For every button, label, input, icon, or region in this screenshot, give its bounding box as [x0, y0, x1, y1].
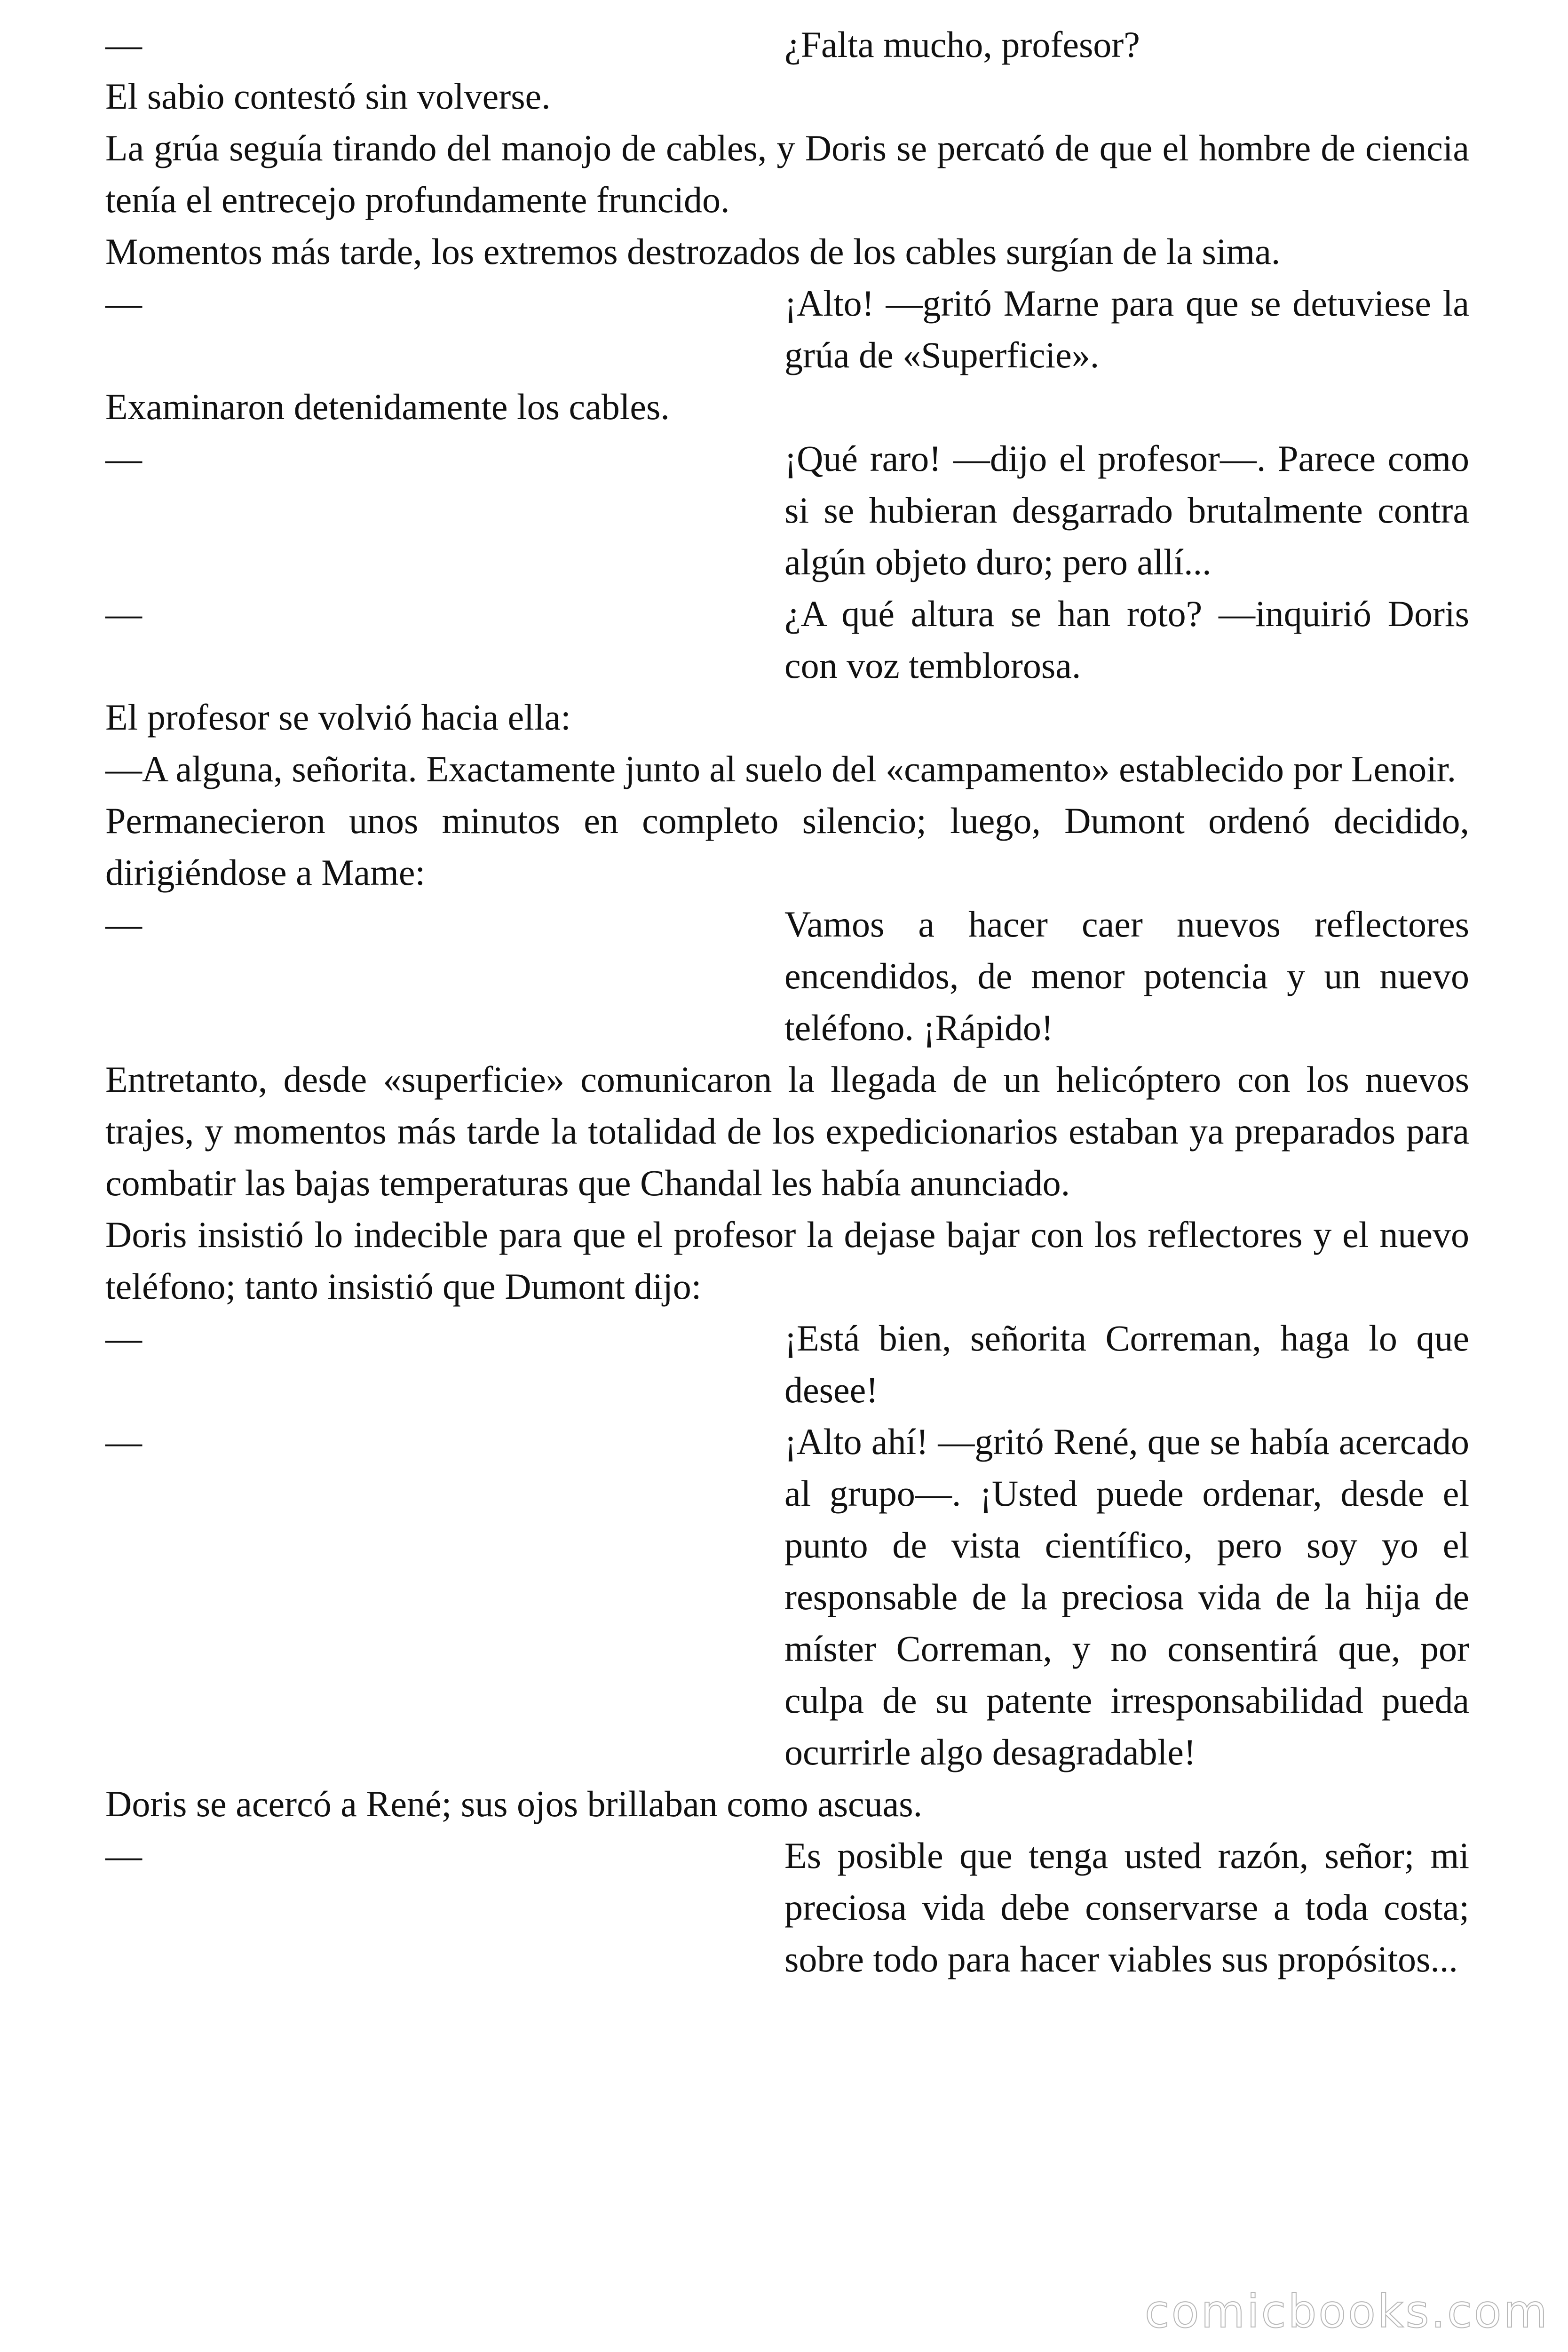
dialogue-block	[105, 1416, 1469, 1778]
dialogue-block	[105, 278, 1469, 381]
dialogue-text: ¡Alto ahí! —gritó René, que se había acercado al grupo—. ¡Usted puede ordenar, desde el punto de vista científico, pero soy yo el responsable de la preciosa vida de la hija de míster Correman, y no consentirá que, por culpa de su patente irresponsabilidad pueda ocurrirle algo desagradable!	[784, 1421, 1469, 1772]
dialogue-dash: —	[105, 1421, 142, 1462]
dialogue-text: ¡Alto! —gritó Marne para que se detuviese la grúa de «Superficie».	[784, 283, 1469, 375]
dialogue-block	[105, 19, 1469, 71]
paragraph: Doris se acercó a René; sus ojos brillaban como ascuas.	[105, 1783, 923, 1824]
dialogue-block	[105, 898, 1469, 1054]
dialogue-dash: —	[105, 24, 142, 65]
paragraph: Examinaron detenidamente los cables.	[105, 386, 670, 427]
dialogue-dash: —	[105, 438, 142, 479]
paragraph: El profesor se volvió hacia ella:	[105, 697, 571, 738]
watermark-logo: comicbooks.com	[1144, 2285, 1549, 2338]
dialogue-block	[105, 1830, 1469, 1985]
paragraph: Momentos más tarde, los extremos destrozados de los cables surgían de la sima.	[105, 231, 1281, 272]
dialogue-text: Vamos a hacer caer nuevos reflectores encendidos, de menor potencia y un nuevo teléfono. ¡Rápido!	[784, 904, 1469, 1048]
dialogue-dash: —	[105, 283, 142, 324]
dialogue-dash: —	[105, 1318, 142, 1359]
paragraph: Permanecieron unos minutos en completo silencio; luego, Dumont ordenó decidido, dirigiéndose a Mame:	[105, 800, 1469, 893]
paragraph: El sabio contestó sin volverse.	[105, 76, 551, 117]
dialogue-text: Es posible que tenga usted razón, señor; mi preciosa vida debe conservarse a toda costa; sobre todo para hacer viables sus propósitos...	[784, 1835, 1469, 1979]
paragraph: La grúa seguía tirando del manojo de cables, y Doris se percató de que el hombre de ciencia tenía el entrecejo profundamente fruncido.	[105, 127, 1469, 220]
dialogue-text: ¡Qué raro! —dijo el profesor—. Parece como si se hubieran desgarrado brutalmente contra algún objeto duro; pero allí...	[784, 438, 1469, 582]
dialogue-text: ¡Está bien, señorita Correman, haga lo que desee!	[784, 1318, 1469, 1410]
paragraph: —A alguna, señorita. Exactamente junto al suelo del «campamento» establecido por Lenoir.	[105, 748, 1457, 789]
dialogue-block	[105, 588, 1469, 691]
dialogue-dash: —	[105, 593, 142, 634]
dialogue-block	[105, 1312, 1469, 1416]
dialogue-text: ¿A qué altura se han roto? —inquirió Doris con voz temblorosa.	[784, 593, 1469, 686]
page-text	[105, 19, 1469, 1985]
dialogue-text: ¿Falta mucho, profesor?	[784, 24, 1140, 65]
dialogue-block	[105, 433, 1469, 588]
paragraph: Doris insistió lo indecible para que el profesor la dejase bajar con los reflectores y el nuevo teléfono; tanto insistió que Dumont dijo:	[105, 1214, 1469, 1307]
paragraph: Entretanto, desde «superficie» comunicaron la llegada de un helicóptero con los nuevos trajes, y momentos más tarde la totalidad de los expedicionarios estaban ya preparados para combatir las bajas temperaturas que Chandal les había anunciado.	[105, 1059, 1469, 1203]
dialogue-dash: —	[105, 1835, 142, 1876]
dialogue-dash: —	[105, 904, 142, 945]
